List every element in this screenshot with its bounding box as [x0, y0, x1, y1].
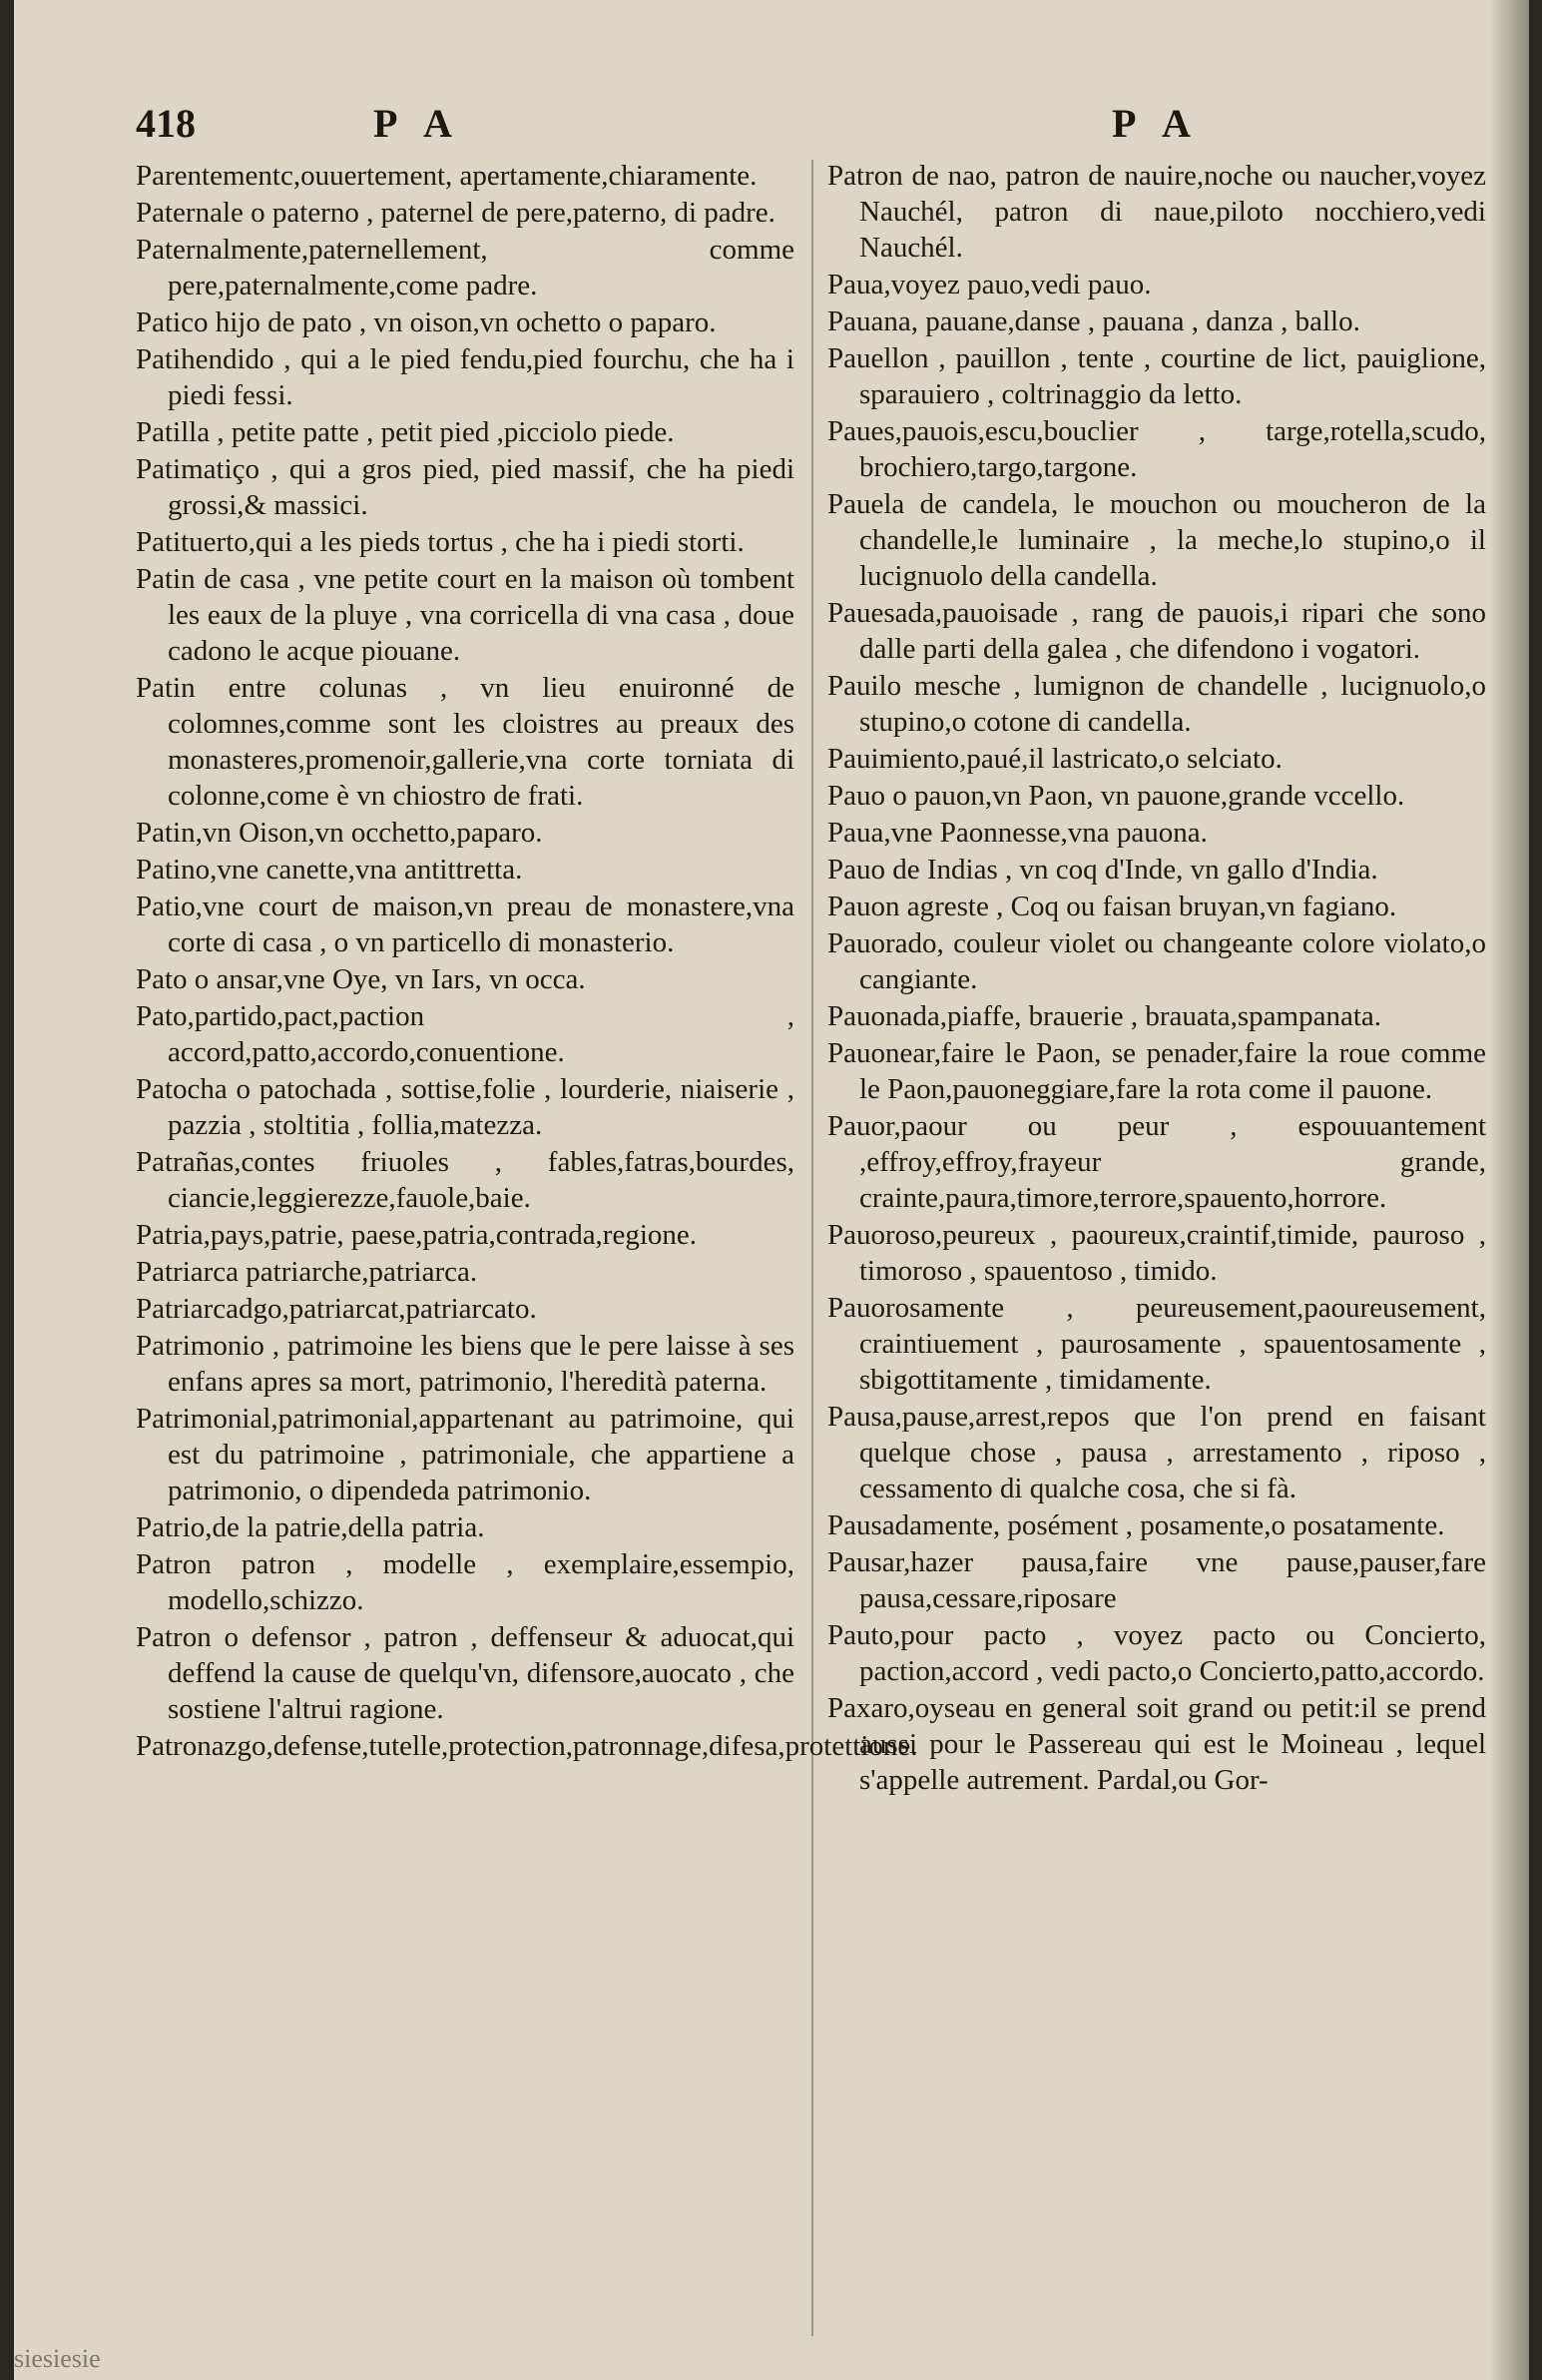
dictionary-entry: Patocha o patochada , sottise,folie , lourderie, niaiserie , pazzia , stoltitia , follia,matezza.	[136, 1073, 794, 1141]
dictionary-entry: Pausa,pause,arrest,repos que l'on prend en faisant quelque chose , pausa , arrestamento , riposo , cessamento di qualche cosa, che si fà.	[827, 1401, 1486, 1504]
dictionary-entry: Patriarca patriarche,patriarca.	[136, 1256, 478, 1288]
dictionary-entry: Paternale o paterno , paternel de pere,paterno, di padre.	[136, 197, 775, 229]
bleed-through-fragment: siesiesie	[14, 2344, 101, 2373]
dictionary-entry: Patron o defensor , patron , deffenseur & aduocat,qui deffend la cause de quelqu'vn, difensore,auocato , che sostiene l'altrui ragione.	[136, 1621, 794, 1725]
dictionary-entry: Patico hijo de pato , vn oison,vn ochetto o paparo.	[136, 306, 717, 338]
dictionary-entry: Patin de casa , vne petite court en la maison où tombent les eaux de la pluye , vna corricella di vna casa , doue cadono le acque piouane.	[136, 563, 794, 667]
book-page	[14, 0, 1529, 2380]
dictionary-entry: Pauo de Indias , vn coq d'Inde, vn gallo d'India.	[827, 854, 1378, 886]
dictionary-entry: Patio,vne court de maison,vn preau de monastere,vna corte di casa , o vn particello di monasterio.	[136, 891, 794, 958]
dictionary-entry: Patrañas,contes friuoles , fables,fatras,bourdes, ciancie,leggierezze,fauole,baie.	[136, 1146, 794, 1214]
dictionary-entry: Patituerto,qui a les pieds tortus , che ha i piedi storti.	[136, 526, 745, 558]
dictionary-entry: Pausar,hazer pausa,faire vne pause,pauser,fare pausa,cessare,riposare	[827, 1546, 1486, 1614]
dictionary-entry: Pauana, pauane,danse , pauana , danza , ballo.	[827, 305, 1360, 337]
dictionary-entry: Pauimiento,paué,il lastricato,o selciato.	[827, 743, 1283, 775]
right-column	[827, 158, 1486, 1799]
dictionary-entry: Pauor,paour ou peur , espouuantement ,effroy,effroy,frayeur grande, crainte,paura,timore,terrore,spauento,horrore.	[827, 1110, 1486, 1214]
dictionary-entry: Pauonada,piaffe, brauerie , brauata,spampanata.	[827, 1000, 1382, 1032]
left-column	[136, 158, 918, 1765]
running-head-left: P A	[373, 101, 462, 146]
dictionary-entry: Pato o ansar,vne Oye, vn Iars, vn occa.	[136, 963, 586, 995]
dictionary-entry: Patimatiço , qui a gros pied, pied massif, che ha piedi grossi,& massici.	[136, 453, 794, 521]
dictionary-entry: Patrimonio , patrimoine les biens que le pere laisse à ses enfans apres sa mort, patrimonio, l'heredità paterna.	[136, 1330, 794, 1398]
dictionary-entry: Pauon agreste , Coq ou faisan bruyan,vn fagiano.	[827, 891, 1397, 922]
dictionary-entry: Pauesada,pauoisade , rang de pauois,i ripari che sono dalle parti della galea , che difendono i vogatori.	[827, 597, 1486, 665]
page-header	[14, 100, 1529, 160]
dictionary-entry: Parentementc,ouuertement, apertamente,chiaramente.	[136, 160, 758, 192]
page-number: 418	[136, 101, 196, 146]
dictionary-entry: Paternalmente,paternellement, comme pere,paternalmente,come padre.	[136, 234, 794, 301]
dictionary-entry: Paua,voyez pauo,vedi pauo.	[827, 269, 1152, 300]
dictionary-entry: Pauonear,faire le Paon, se penader,faire la roue comme le Paon,pauoneggiare,fare la rota come il pauone.	[827, 1037, 1486, 1105]
dictionary-entry: Patrimonial,patrimonial,appartenant au patrimoine, qui est du patrimoine , patrimoniale, che appartiene a patrimonio, o dipendeda patrimonio.	[136, 1403, 794, 1506]
dictionary-entry: Patihendido , qui a le pied fendu,pied fourchu, che ha i piedi fessi.	[136, 343, 794, 411]
dictionary-entry: Patrio,de la patrie,della patria.	[136, 1511, 485, 1543]
dictionary-entry: Pauoroso,peureux , paoureux,craintif,timide, pauroso , timoroso , spauentoso , timido.	[827, 1219, 1486, 1287]
column-divider	[811, 160, 813, 2336]
dictionary-entry: Patin,vn Oison,vn occhetto,paparo.	[136, 817, 543, 849]
dictionary-entry: Patin entre colunas , vn lieu enuironné de colomnes,comme sont les cloistres au preaux des monasteres,promenoir,gallerie,vna corte torniata di colonne,come è vn chiostro de frati.	[136, 672, 794, 812]
dictionary-entry: Paues,pauois,escu,bouclier , targe,rotella,scudo, brochiero,targo,targone.	[827, 415, 1486, 483]
dictionary-entry: Patron patron , modelle , exemplaire,essempio, modello,schizzo.	[136, 1548, 794, 1616]
dictionary-entry: Pauo o pauon,vn Paon, vn pauone,grande vccello.	[827, 780, 1405, 812]
dictionary-entry: Pauorado, couleur violet ou changeante colore violato,o cangiante.	[827, 927, 1486, 995]
dictionary-entry: Pausadamente, posément , posamente,o posatamente.	[827, 1509, 1445, 1541]
running-head-right: P A	[1112, 101, 1201, 146]
dictionary-entry: Pauilo mesche , lumignon de chandelle , lucignuolo,o stupino,o cotone di candella.	[827, 670, 1486, 738]
dictionary-entry: Patriarcadgo,patriarcat,patriarcato.	[136, 1293, 537, 1325]
dictionary-entry: Patronazgo,defense,tutelle,protection,patronnage,difesa,protettione.	[136, 1730, 918, 1762]
dictionary-entry: Pauela de candela, le mouchon ou moucheron de la chandelle,le luminaire , la meche,lo stupino,o il lucignuolo della candella.	[827, 488, 1486, 592]
dictionary-entry: Paxaro,oyseau en general soit grand ou petit:il se prend aussi pour le Passereau qui est le Moineau , lequel s'appelle autrement. Pardal,ou Gor-	[827, 1692, 1486, 1796]
dictionary-entry: Paua,vne Paonnesse,vna pauona.	[827, 817, 1208, 849]
dictionary-entry: Patron de nao, patron de nauire,noche ou naucher,voyez Nauchél, patron di naue,piloto nocchiero,vedi Nauchél.	[827, 160, 1486, 264]
dictionary-entry: Pauorosamente , peureusement,paoureusement, craintiuement , paurosamente , spauentosamente , sbigottitamente , timidamente.	[827, 1292, 1486, 1396]
dictionary-entry: Patria,pays,patrie, paese,patria,contrada,regione.	[136, 1219, 698, 1251]
dictionary-entry: Patino,vne canette,vna antittretta.	[136, 854, 523, 886]
dictionary-entry: Patilla , petite patte , petit pied ,picciolo piede.	[136, 416, 675, 448]
dictionary-entry: Pauto,pour pacto , voyez pacto ou Concierto, paction,accord , vedi pacto,o Concierto,patto,accordo.	[827, 1619, 1486, 1687]
dictionary-entry: Pato,partido,pact,paction , accord,patto,accordo,conuentione.	[136, 1000, 794, 1068]
dictionary-entry: Pauellon , pauillon , tente , courtine de lict, pauiglione, sparauiero , coltrinaggio da letto.	[827, 342, 1486, 410]
